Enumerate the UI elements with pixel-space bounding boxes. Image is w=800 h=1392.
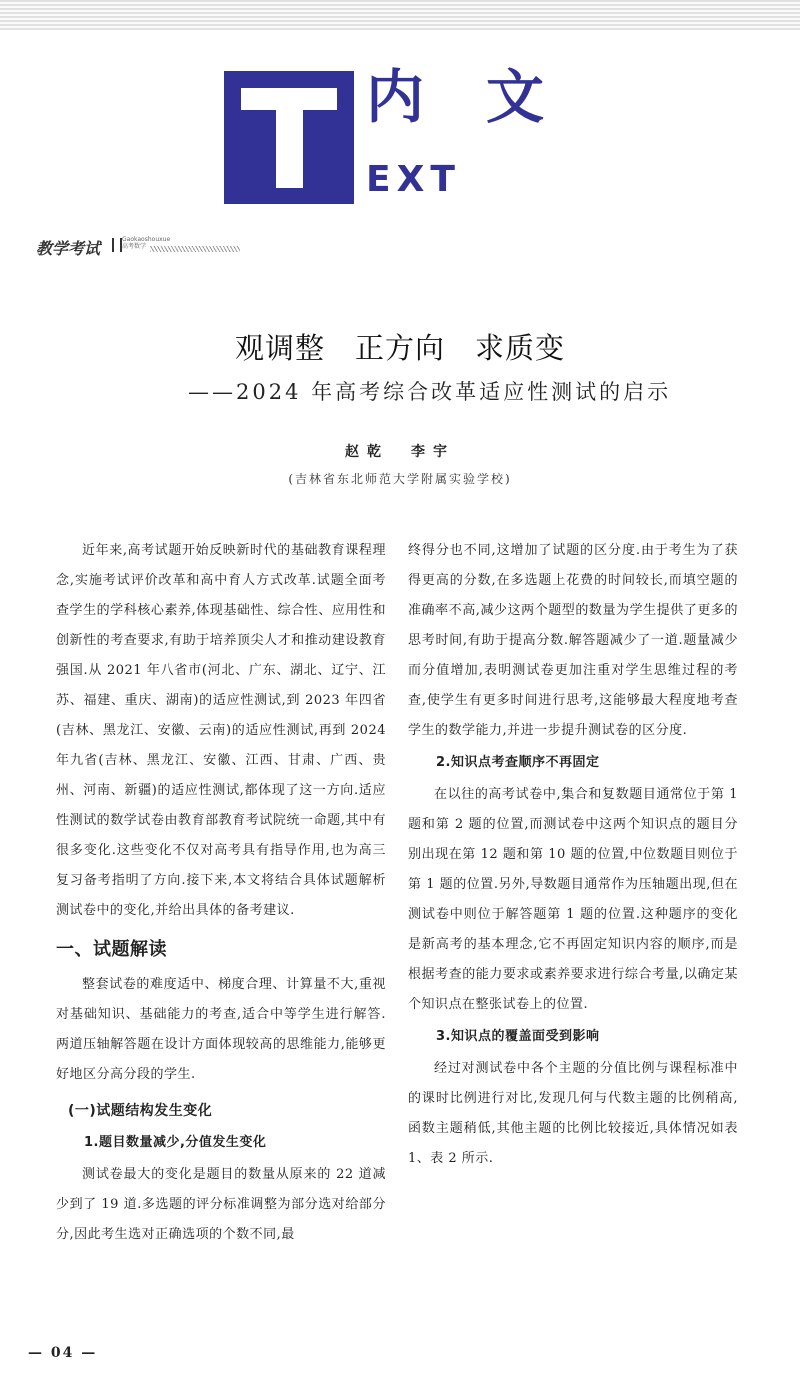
section-title-en: EXT [366,159,461,200]
top-stripe-band [0,0,800,30]
section-title-zh: 内文 [366,63,607,131]
column-sublabel-pinyin: Gaokaoshouxue [122,236,171,243]
section-heading-1: 一、试题解读 [56,939,167,960]
article-title: 观调整 正方向 求质变 [234,331,565,365]
t-logo-stem [276,110,303,188]
article-authors: 赵乾 李宇 [345,444,455,460]
column-divider-icon [112,238,122,252]
body-right-column [408,536,738,1174]
paragraph-point-1: 测试卷最大的变化是题目的数量从原来的 22 道减少到了 19 道.多选题的评分标准调整为部分选对给部分分,因此考生选对正确选项的个数不同,最 [56,1167,386,1242]
paragraph-point-3: 经过对测试卷中各个主题的分值比例与课程标准中的课时比例进行对比,发现几何与代数主题的比例稍高,函数主题稍低,其他主题的比例比较接近,具体情况如表 1、表 2 所示. [408,1061,738,1166]
header-t-logo [224,71,354,204]
paragraph-point-1-cont: 终得分也不同,这增加了试题的区分度.由于考生为了获得更高的分数,在多选题上花费的时间较长,而填空题的准确率不高,减少这两个题型的数量为学生提供了更多的思考时间,有助于提高分数.解答题减少了一道.题量减少而分值增加,表明测试卷更加注重对学生思维过程的考查,使学生有更多时间进行思考,这能够最大程度地考查学生的数学能力,并进一步提升测试卷的区分度. [408,543,738,738]
paragraph-overview: 整套试卷的难度适中、梯度合理、计算量不大,重视对基础知识、基础能力的考查,适合中等学生进行解答.两道压轴解答题在设计方面体现较高的思维能力,能够更好地区分高分段的学生. [56,977,386,1082]
paragraph-point-2: 在以往的高考试卷中,集合和复数题目通常位于第 1 题和第 2 题的位置,而测试卷中这两个知识点的题目分别出现在第 12 题和第 10 题的位置,中位数题目则位于第 1 题的位置.另外,导数题目通常作为压轴题出现,但在测试卷中则位于解答题第 1 题的位置.这种题序的变化是新高考的基本理念,它不再固定知识内容的顺序,而是根据考查的能力要求或素养要求进行综合考量,以确定某个知识点在整张试卷上的位置. [408,787,738,1012]
column-sublabel-zh: 高考数学 [122,243,147,250]
point-heading-2: 2.知识点考查顺序不再固定 [436,755,600,770]
paragraph-intro: 近年来,高考试题开始反映新时代的基础教育课程理念,实施考试评价改革和高中育人方式改革.试题全面考查学生的学科核心素养,体现基础性、综合性、应用性和创新性的考查要求,有助于培养顶尖人才和推动建设教育强国.从 2021 年八省市(河北、广东、湖北、辽宁、江苏、福建、重庆、湖南)的适应性测试,到 2023 年四省(吉林、黑龙江、安徽、云南)的适应性测试,再到 2024 年九省(吉林、黑龙江、安徽、江西、甘肃、广西、贵州、河南、新疆)的适应性测试,都体现了这一方向.适应性测试的数学试卷由教育部教育考试院统一命题,其中有很多变化.这些变化不仅对高考具有指导作用,也为高三复习备考指明了方向.接下来,本文将结合具体试题解析测试卷中的变化,并给出具体的备考建议. [56,543,386,918]
column-label: 教学考试 [36,239,101,258]
point-heading-1: 1.题目数量减少,分值发生变化 [84,1135,267,1150]
page-number: — 04 — [28,1345,98,1361]
article-subtitle: ——2024 年高考综合改革适应性测试的启示 [188,380,672,404]
subsection-heading: (一)试题结构发生变化 [68,1103,213,1119]
article-affiliation: (吉林省东北师范大学附属实验学校) [288,472,512,486]
column-hatch-decoration [150,246,240,252]
body-left-column [56,536,386,1250]
point-heading-3: 3.知识点的覆盖面受到影响 [436,1029,600,1044]
t-logo-crossbar [241,88,337,110]
